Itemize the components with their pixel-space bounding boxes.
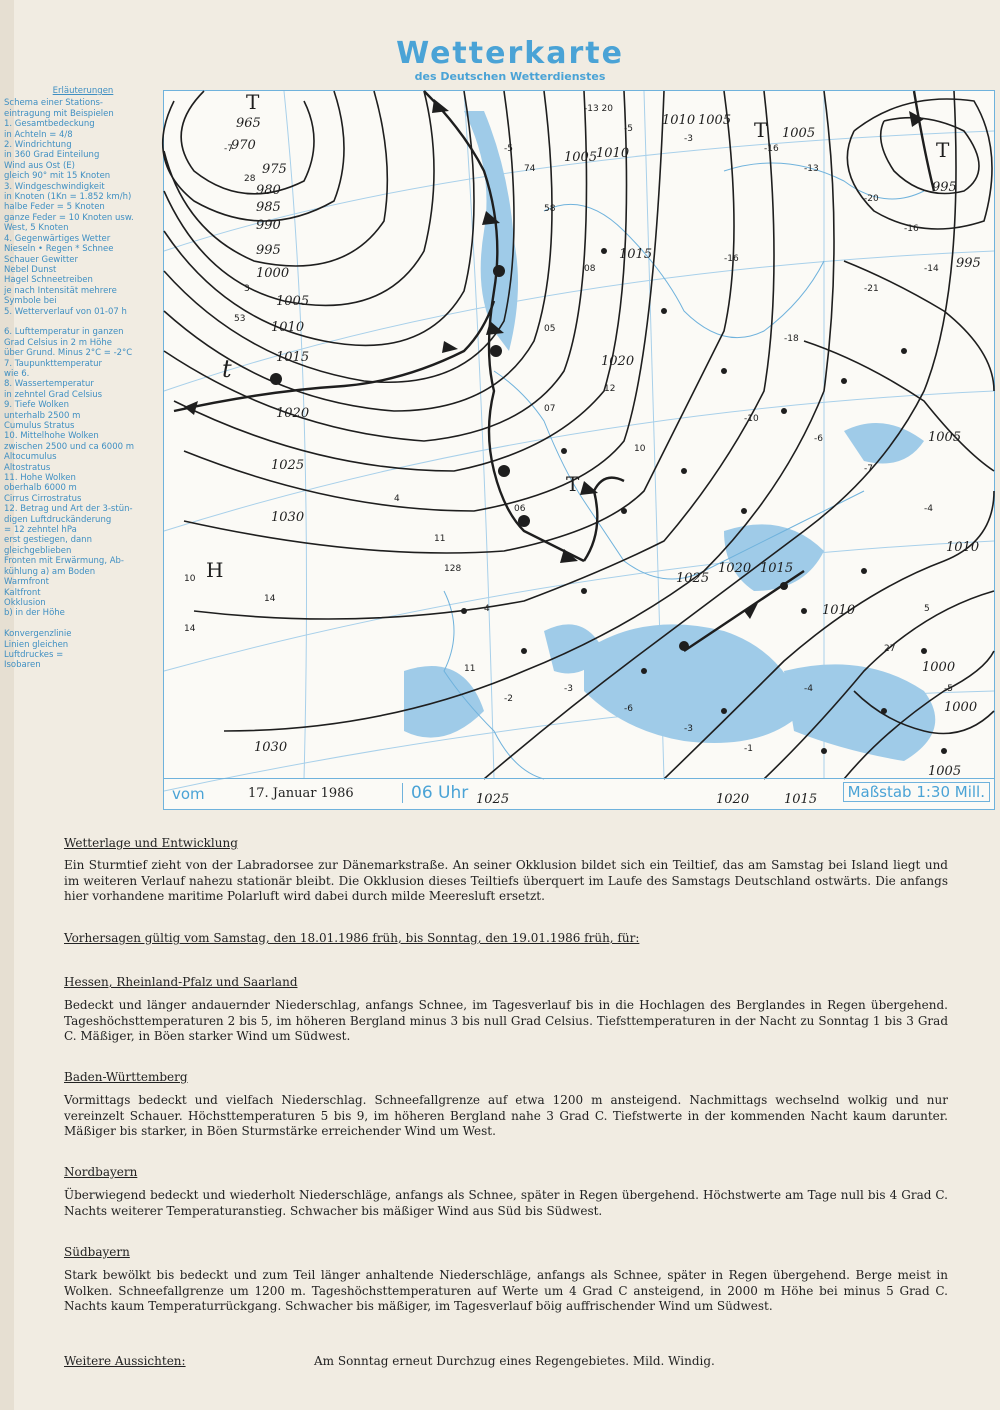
low-center-symbol: t xyxy=(222,355,232,383)
svg-text:06: 06 xyxy=(514,504,526,514)
front-symbols xyxy=(184,99,924,651)
weather-map xyxy=(163,90,995,810)
region-body: Bedeckt und länger andauernder Niederschlag, anfangs Schnee, im Tagesverlauf bis in die Hochlagen des Berglandes in Regen übergehend. Tageshöchsttemperaturen 2 bis 5, im höheren Bergland minus 3 bis null Grad Celsius. Tiefsttemperaturen in der Nacht zu Sonntag 1 bis 3 Grad C. Mäßiger, in Böen starker Wind um Südwest. xyxy=(64,998,948,1043)
region-heading: Südbayern xyxy=(64,1245,130,1259)
high-center-symbol: H xyxy=(206,558,224,582)
outlook-label: Weitere Aussichten: xyxy=(64,1354,186,1368)
isobar-label: 985 xyxy=(256,200,281,215)
legend-item: Altostratus xyxy=(4,462,51,473)
legend-item: Nebel Dunst xyxy=(4,264,57,275)
legend-item: Wind aus Ost (E) xyxy=(4,160,75,171)
isobar-label: 1015 xyxy=(619,247,653,262)
isobar-label: 1005 xyxy=(928,430,962,445)
legend-item xyxy=(4,619,162,629)
region-body: Überwiegend bedeckt und wiederholt Niederschläge, anfangs als Schnee, später in Regen übergehend. Höchstwerte am Tage null bis 4 Grad C. Nachts weiterer Temperaturanstieg. Schwacher bis mäßiger Wind aus Süd bis Südwest. xyxy=(64,1188,948,1218)
legend-item: 10. Mittelhohe Wolken xyxy=(4,431,99,442)
svg-text:10: 10 xyxy=(184,574,196,584)
legend-item: oberhalb 6000 m xyxy=(4,483,77,494)
legend-item: Cumulus Stratus xyxy=(4,421,75,431)
legend-item: 4. Gegenwärtiges Wetter xyxy=(4,233,111,244)
svg-text:-14: -14 xyxy=(924,264,939,274)
map-date: 17. Januar 1986 xyxy=(248,786,354,801)
map-title xyxy=(380,38,640,83)
svg-text:-3: -3 xyxy=(684,134,693,144)
isobar-label: 995 xyxy=(932,180,957,195)
legend-panel xyxy=(4,86,162,816)
legend-item: Cirrus Cirrostratus xyxy=(4,493,82,504)
svg-text:14: 14 xyxy=(264,594,276,604)
region-body: Vormittags bedeckt und vielfach Niederschlag. Schneefallgrenze auf etwa 1200 m ansteigend. Nachmittags wechselnd wolkig und nur vereinzelt Schauer. Höchsttemperaturen 5 bis 9, im höheren Bergland nahe 3 Grad C. Tiefstwerte in der kommenden Nacht kaum darunter. Mäßiger bis starker, in Böen Sturmstärke erreichender Wind um West. xyxy=(64,1093,948,1138)
legend-item: = 12 zehntel hPa xyxy=(4,525,77,536)
legend-item: Fronten mit Erwärmung, Ab- xyxy=(4,556,124,567)
svg-text:-7: -7 xyxy=(224,144,233,154)
isobar-label: 1005 xyxy=(928,764,962,779)
legend-item: 6. Lufttemperatur in ganzen xyxy=(4,327,124,338)
legend-item: West, 5 Knoten xyxy=(4,223,69,234)
legend-item: Schema einer Stations- xyxy=(4,98,103,109)
legend-item: in zehntel Grad Celsius xyxy=(4,389,103,400)
forecast-validity-heading: Vorhersagen gültig vom Samstag, den 18.01.1986 früh, bis Sonntag, den 19.01.1986 früh, für: xyxy=(64,931,640,945)
isobar-label: 1005 xyxy=(564,150,598,165)
svg-text:-4: -4 xyxy=(804,684,813,694)
isobar-label: 995 xyxy=(956,256,981,271)
legend-item: ganze Feder = 10 Knoten usw. xyxy=(4,212,134,223)
isobar-label: 1010 xyxy=(822,603,856,618)
legend-item: Schauer Gewitter xyxy=(4,254,78,265)
isobar-label: 1005 xyxy=(276,294,310,309)
isobar-label: 1000 xyxy=(922,660,956,675)
svg-text:-18: -18 xyxy=(784,334,799,344)
isobar-label: 1025 xyxy=(476,792,510,807)
legend-item: über Grund. Minus 2°C = -2°C xyxy=(4,348,133,359)
legend-item: in Achteln = 4/8 xyxy=(4,129,73,140)
region-heading: Hessen, Rheinland-Pfalz und Saarland xyxy=(64,975,298,989)
isobar-label: 1020 xyxy=(716,792,750,807)
svg-text:11: 11 xyxy=(464,664,476,674)
water-areas xyxy=(404,111,935,761)
isobar-label: 1005 xyxy=(782,126,816,141)
svg-text:-6: -6 xyxy=(624,704,633,714)
isobar-label: 1015 xyxy=(784,792,818,807)
legend-item: 3. Windgeschwindigkeit xyxy=(4,181,105,192)
svg-text:-5: -5 xyxy=(624,124,633,134)
svg-text:-10: -10 xyxy=(744,414,759,424)
legend-item: Altocumulus xyxy=(4,452,57,463)
map-footer xyxy=(164,778,994,809)
svg-text:07: 07 xyxy=(544,404,556,414)
legend-item: kühlung a) am Boden xyxy=(4,566,96,577)
legend-item: 11. Hohe Wolken xyxy=(4,473,76,484)
svg-text:-4: -4 xyxy=(924,504,933,514)
legend-item: Okklusion xyxy=(4,597,46,608)
legend-item: Warmfront xyxy=(4,577,49,588)
svg-text:-13: -13 xyxy=(804,164,819,174)
legend-item: in 360 Grad Einteilung xyxy=(4,150,100,161)
svg-text:-13 20: -13 20 xyxy=(584,104,614,114)
low-center-symbol: T xyxy=(754,118,768,142)
svg-text:11: 11 xyxy=(434,534,446,544)
isobar-label: 970 xyxy=(231,138,256,153)
legend-items xyxy=(4,98,162,670)
map-scale: Maßstab 1:30 Mill. xyxy=(843,782,990,802)
svg-text:28: 28 xyxy=(244,174,256,184)
legend-item: 2. Windrichtung xyxy=(4,140,72,151)
title-sub: des Deutschen Wetterdienstes xyxy=(414,70,606,83)
footer-vom-label: vom xyxy=(172,785,205,803)
isobar-label: 1010 xyxy=(662,113,696,128)
legend-item: Kaltfront xyxy=(4,587,41,598)
svg-text:5: 5 xyxy=(924,604,930,614)
low-center-symbol: T xyxy=(246,90,260,114)
legend-item: b) in der Höhe xyxy=(4,608,65,619)
svg-text:05: 05 xyxy=(544,324,556,334)
legend-item: Hagel Schneetreiben xyxy=(4,275,93,286)
svg-text:74: 74 xyxy=(524,164,536,174)
isobar-label: 1010 xyxy=(946,540,980,555)
legend-item: unterhalb 2500 m xyxy=(4,410,81,421)
isobar-label: 965 xyxy=(236,116,261,131)
section-heading-wetterlage: Wetterlage und Entwicklung xyxy=(64,836,238,850)
svg-text:-16: -16 xyxy=(904,224,919,234)
svg-text:-7: -7 xyxy=(864,464,873,474)
legend-title: Erläuterungen xyxy=(52,86,114,96)
isobar-label: 1020 xyxy=(718,561,752,576)
legend-item: 9. Tiefe Wolken xyxy=(4,400,69,411)
svg-text:3: 3 xyxy=(244,284,250,294)
region-heading: Nordbayern xyxy=(64,1165,138,1179)
svg-text:-3: -3 xyxy=(684,724,693,734)
region-heading: Baden-Württemberg xyxy=(64,1070,188,1084)
low-center-symbol: T xyxy=(936,138,950,162)
svg-text:08: 08 xyxy=(584,264,596,274)
svg-text:14: 14 xyxy=(184,624,196,634)
legend-item: 8. Wassertemperatur xyxy=(4,379,94,390)
isobar-label: 1030 xyxy=(271,510,305,525)
legend-item: gleichgeblieben xyxy=(4,545,72,556)
svg-text:4: 4 xyxy=(484,604,490,614)
svg-text:-16: -16 xyxy=(724,254,739,264)
legend-item: Symbole bei xyxy=(4,296,57,307)
legend-item xyxy=(4,317,162,327)
fronts xyxy=(174,91,934,651)
isobar-label: 995 xyxy=(256,243,281,258)
isobar-label: 1010 xyxy=(271,320,305,335)
svg-text:4: 4 xyxy=(394,494,400,504)
legend-item: Konvergenzlinie xyxy=(4,629,72,640)
svg-text:53: 53 xyxy=(234,314,246,324)
isobar-label: 1015 xyxy=(760,561,794,576)
legend-item: Luftdruckes = xyxy=(4,649,64,660)
legend-item: digen Luftdruckänderung xyxy=(4,514,112,525)
legend-item: Grad Celsius in 2 m Höhe xyxy=(4,337,112,348)
isobar-label: 1025 xyxy=(271,458,305,473)
title-main: Wetterkarte xyxy=(396,36,624,71)
region-body: Stark bewölkt bis bedeckt und zum Teil länger anhaltende Niederschläge, anfangs als Schnee, später in Regen übergehend. Berge meist in Wolken. Schneefallgrenze um 1200 m. Tageshöchsttemperaturen auf Werte um 4 Grad C ansteigend, in 2000 m Höhe bei minus 5 Grad C. Nachts kaum Temperaturrückgang. Schwacher bis mäßiger, im Tagesverlauf böig auffrischender Wind um Südwest. xyxy=(64,1268,948,1313)
legend-item: Isobaren xyxy=(4,660,41,671)
svg-text:-16: -16 xyxy=(764,144,779,154)
svg-text:-20: -20 xyxy=(864,194,879,204)
isobar-label: 1025 xyxy=(676,571,710,586)
svg-text:-5: -5 xyxy=(504,144,513,154)
isobar-label: 1000 xyxy=(944,700,978,715)
legend-item: 1. Gesamtbedeckung xyxy=(4,119,95,130)
isobar-label: 1000 xyxy=(256,266,290,281)
isobar-label: 1020 xyxy=(601,354,635,369)
legend-item: 5. Wetterverlauf von 01-07 h xyxy=(4,306,127,317)
isobar-label: 980 xyxy=(256,183,281,198)
isobar-label: 1020 xyxy=(276,406,310,421)
legend-item: zwischen 2500 und ca 6000 m xyxy=(4,441,134,452)
low-center-symbol: T xyxy=(566,472,580,496)
legend-item: 7. Taupunkttemperatur xyxy=(4,358,103,369)
svg-text:128: 128 xyxy=(444,564,462,574)
svg-text:12: 12 xyxy=(604,384,616,394)
legend-item: Linien gleichen xyxy=(4,639,69,650)
legend-item: gleich 90° mit 15 Knoten xyxy=(4,171,111,182)
legend-item: erst gestiegen, dann xyxy=(4,535,92,546)
svg-text:-5: -5 xyxy=(944,684,953,694)
isobar-label: 1015 xyxy=(276,350,310,365)
svg-text:-2: -2 xyxy=(504,694,513,704)
svg-text:58: 58 xyxy=(544,204,556,214)
section-body-wetterlage: Ein Sturmtief zieht von der Labradorsee zur Dänemarkstraße. An seiner Okklusion bildet sich ein Teiltief, das am Samstag bei Island liegt und im weiteren Verlauf nahezu stationär bleibt. Die Okklusion dieses Teiltiefs überquert im Laufe des Samstags Deutschland ostwärts. Die anfangs hier vorhandene maritime Polarluft wird dabei durch milde Meeresluft ersetzt. xyxy=(64,858,948,903)
outlook-text: Am Sonntag erneut Durchzug eines Regengebietes. Mild. Windig. xyxy=(314,1354,715,1368)
legend-item: je nach Intensität mehrere xyxy=(4,285,117,296)
legend-item: Nieseln • Regen * Schnee xyxy=(4,244,114,255)
svg-text:10: 10 xyxy=(634,444,646,454)
isobar-label: 990 xyxy=(256,218,281,233)
svg-text:-3: -3 xyxy=(564,684,573,694)
isobar-label: 1005 xyxy=(698,113,732,128)
legend-item: eintragung mit Beispielen xyxy=(4,108,114,119)
svg-text:-6: -6 xyxy=(814,434,823,444)
isobar-label: 975 xyxy=(262,162,287,177)
legend-item: in Knoten (1Kn = 1.852 km/h) xyxy=(4,192,132,203)
map-time: 06 Uhr xyxy=(402,783,468,803)
legend-item: halbe Feder = 5 Knoten xyxy=(4,202,105,213)
svg-text:-21: -21 xyxy=(864,284,879,294)
legend-item: wie 6. xyxy=(4,368,30,379)
isobar-label: 1010 xyxy=(596,146,630,161)
legend-item: 12. Betrag und Art der 3-stün- xyxy=(4,504,133,515)
isobar-label: 1030 xyxy=(254,740,288,755)
svg-text:-1: -1 xyxy=(744,744,753,754)
svg-text:27: 27 xyxy=(884,644,896,654)
